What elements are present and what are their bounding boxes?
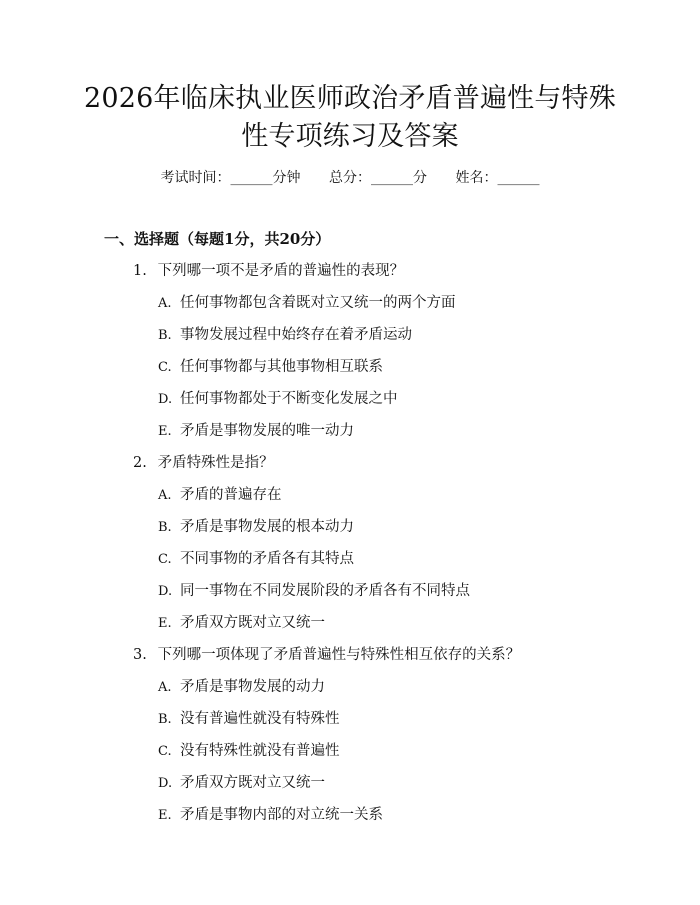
document-title: [70, 80, 630, 156]
option-letter: D.: [158, 392, 173, 407]
option-letter: E.: [158, 616, 172, 631]
question-stem: [0, 644, 700, 676]
question-stem: [0, 260, 700, 292]
option-a: [0, 676, 700, 708]
option-b: [0, 324, 700, 356]
option-text: 同一事物在不同发展阶段的矛盾各有不同特点: [180, 583, 470, 599]
option-d: [0, 388, 700, 420]
option-text: 矛盾是事物发展的唯一动力: [180, 423, 354, 439]
option-e: [0, 420, 700, 452]
option-text: 没有普遍性就没有特殊性: [180, 711, 340, 727]
option-text: 任何事物都包含着既对立又统一的两个方面: [180, 295, 456, 311]
total-score-field: 总分：______分: [329, 170, 427, 186]
question-number: 3.: [133, 647, 147, 663]
option-letter: C.: [158, 744, 172, 759]
section-heading: 一、选择题（每题1分，共20分）: [104, 230, 331, 248]
option-letter: B.: [158, 712, 172, 727]
option-text: 不同事物的矛盾各有其特点: [180, 551, 354, 567]
option-e: [0, 804, 700, 836]
title-line-1: 2026年临床执业医师政治矛盾普遍性与特殊: [84, 83, 616, 114]
question-text: 下列哪一项体现了矛盾普遍性与特殊性相互依存的关系？: [157, 647, 521, 663]
option-letter: A.: [158, 296, 172, 311]
option-text: 矛盾是事物发展的根本动力: [180, 519, 354, 535]
option-b: [0, 516, 700, 548]
option-text: 矛盾双方既对立又统一: [180, 775, 325, 791]
option-letter: B.: [158, 328, 172, 343]
option-d: [0, 580, 700, 612]
option-a: [0, 292, 700, 324]
exam-info-line: [0, 168, 700, 188]
name-field: 姓名：______: [455, 170, 540, 186]
question-list: [0, 260, 700, 836]
option-text: 矛盾是事物内部的对立统一关系: [180, 807, 383, 823]
option-letter: D.: [158, 776, 173, 791]
option-text: 没有特殊性就没有普遍性: [180, 743, 340, 759]
option-d: [0, 772, 700, 804]
question-2: [0, 452, 700, 644]
option-text: 矛盾是事物发展的动力: [180, 679, 325, 695]
option-letter: C.: [158, 552, 172, 567]
question-text: 矛盾特殊性是指？: [157, 455, 274, 471]
option-c: [0, 548, 700, 580]
option-e: [0, 612, 700, 644]
option-letter: D.: [158, 584, 173, 599]
option-letter: A.: [158, 680, 172, 695]
exam-time-field: 考试时间：______分钟: [160, 170, 301, 186]
question-1: [0, 260, 700, 452]
option-c: [0, 740, 700, 772]
option-a: [0, 484, 700, 516]
option-text: 矛盾的普遍存在: [180, 487, 282, 503]
option-text: 任何事物都与其他事物相互联系: [180, 359, 383, 375]
question-stem: [0, 452, 700, 484]
option-b: [0, 708, 700, 740]
option-text: 任何事物都处于不断变化发展之中: [180, 391, 398, 407]
option-letter: A.: [158, 488, 172, 503]
option-letter: E.: [158, 808, 172, 823]
option-letter: C.: [158, 360, 172, 375]
question-3: [0, 644, 700, 836]
option-text: 矛盾双方既对立又统一: [180, 615, 325, 631]
question-text: 下列哪一项不是矛盾的普遍性的表现？: [157, 263, 405, 279]
question-number: 2.: [133, 455, 147, 471]
option-letter: E.: [158, 424, 172, 439]
option-letter: B.: [158, 520, 172, 535]
title-line-2: 性专项练习及答案: [241, 121, 459, 152]
option-text: 事物发展过程中始终存在着矛盾运动: [180, 327, 412, 343]
option-c: [0, 356, 700, 388]
question-number: 1.: [133, 263, 147, 279]
